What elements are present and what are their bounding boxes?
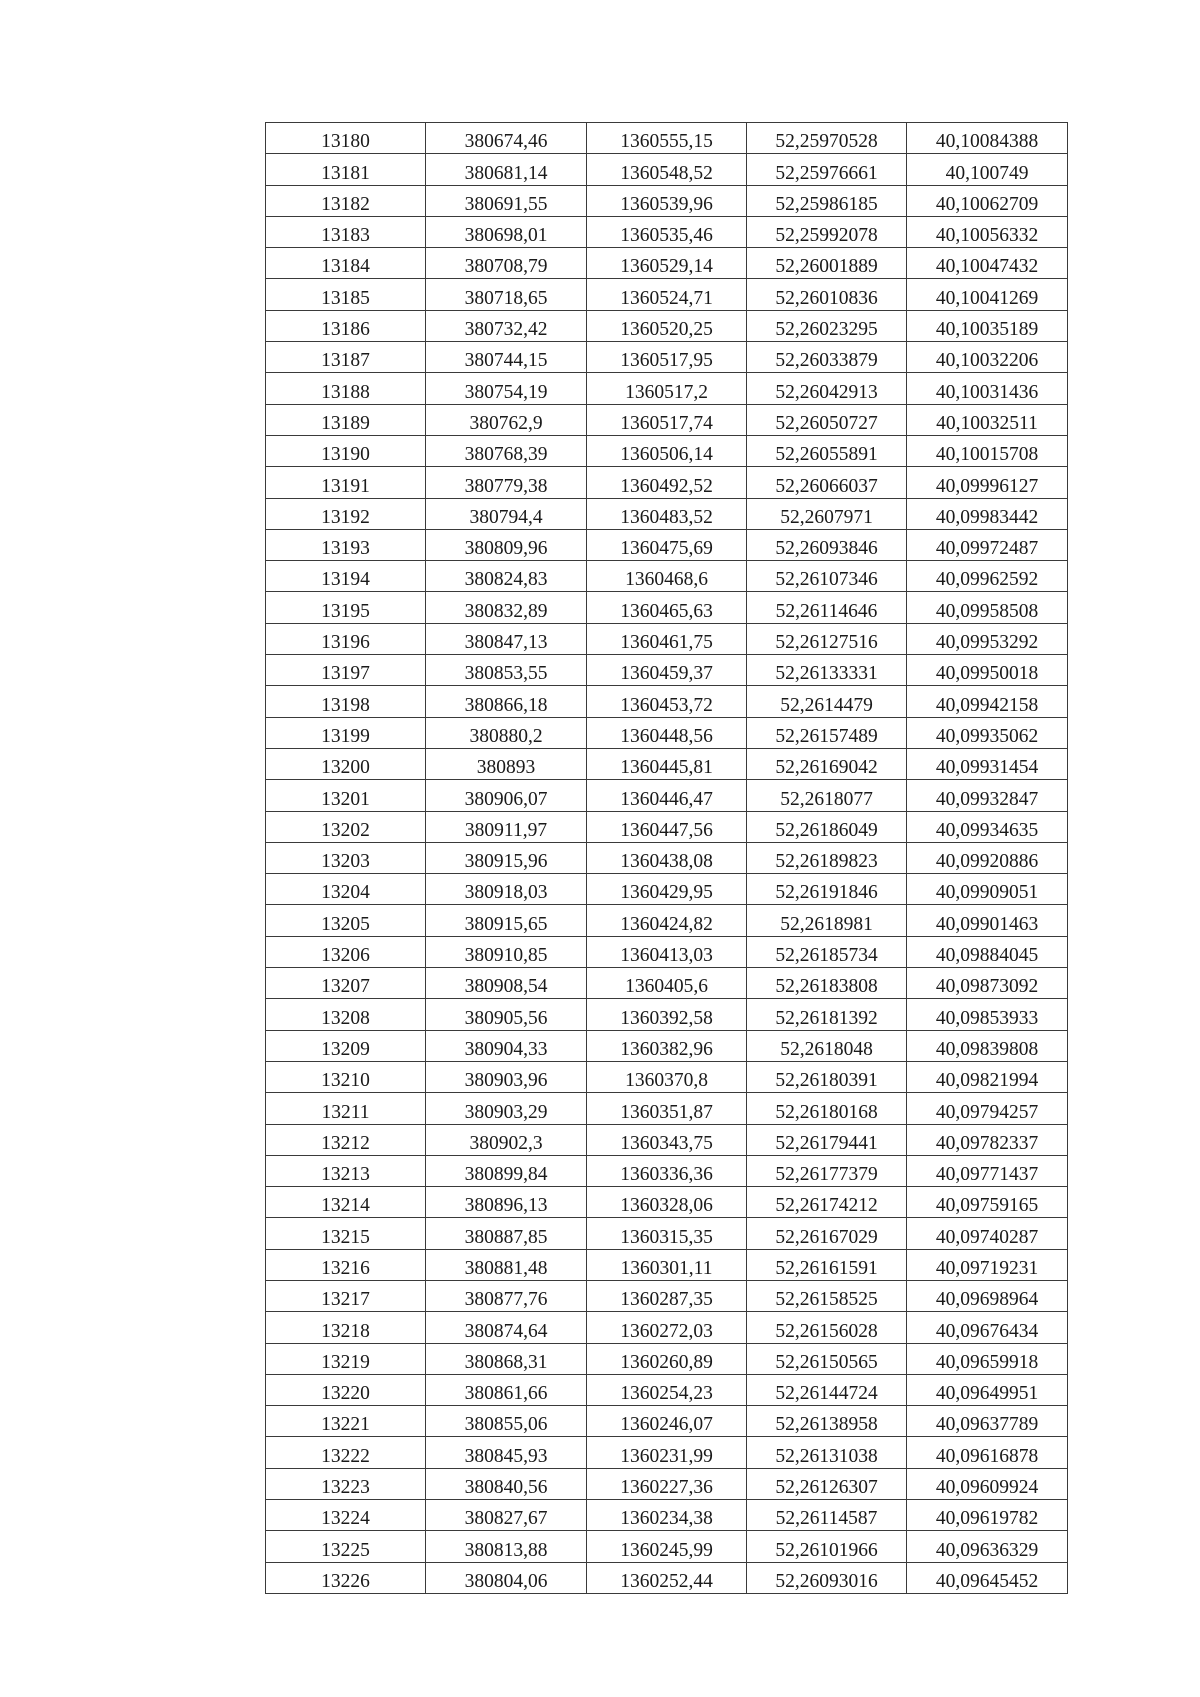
y-coordinate-cell: 1360234,38 (587, 1500, 747, 1531)
table-row (266, 1187, 1068, 1218)
x-coordinate-cell: 380899,84 (426, 1155, 587, 1186)
latitude-cell: 52,26174212 (747, 1187, 907, 1218)
point-number-cell: 13182 (266, 185, 426, 216)
longitude-cell: 40,10015708 (907, 435, 1068, 466)
x-coordinate-cell: 380868,31 (426, 1343, 587, 1374)
table-row (266, 1218, 1068, 1249)
table-row (266, 1312, 1068, 1343)
x-coordinate-cell: 380681,14 (426, 154, 587, 185)
x-coordinate-cell: 380908,54 (426, 968, 587, 999)
x-coordinate-cell: 380824,83 (426, 561, 587, 592)
x-coordinate-cell: 380809,96 (426, 529, 587, 560)
x-coordinate-cell: 380904,33 (426, 1030, 587, 1061)
point-number-cell: 13190 (266, 435, 426, 466)
y-coordinate-cell: 1360392,58 (587, 999, 747, 1030)
longitude-cell: 40,09619782 (907, 1500, 1068, 1531)
longitude-cell: 40,100749 (907, 154, 1068, 185)
longitude-cell: 40,10031436 (907, 373, 1068, 404)
table-row (266, 185, 1068, 216)
table-row (266, 310, 1068, 341)
point-number-cell: 13196 (266, 623, 426, 654)
latitude-cell: 52,26023295 (747, 310, 907, 341)
table-row (266, 561, 1068, 592)
point-number-cell: 13185 (266, 279, 426, 310)
latitude-cell: 52,26191846 (747, 874, 907, 905)
y-coordinate-cell: 1360328,06 (587, 1187, 747, 1218)
x-coordinate-cell: 380698,01 (426, 216, 587, 247)
y-coordinate-cell: 1360453,72 (587, 686, 747, 717)
x-coordinate-cell: 380708,79 (426, 248, 587, 279)
y-coordinate-cell: 1360438,08 (587, 842, 747, 873)
table-row (266, 435, 1068, 466)
latitude-cell: 52,2614479 (747, 686, 907, 717)
x-coordinate-cell: 380874,64 (426, 1312, 587, 1343)
table-row (266, 748, 1068, 779)
x-coordinate-cell: 380896,13 (426, 1187, 587, 1218)
longitude-cell: 40,09853933 (907, 999, 1068, 1030)
latitude-cell: 52,26144724 (747, 1374, 907, 1405)
y-coordinate-cell: 1360465,63 (587, 592, 747, 623)
latitude-cell: 52,25992078 (747, 216, 907, 247)
longitude-cell: 40,09637789 (907, 1406, 1068, 1437)
latitude-cell: 52,26169042 (747, 748, 907, 779)
table-row (266, 999, 1068, 1030)
point-number-cell: 13183 (266, 216, 426, 247)
longitude-cell: 40,10032511 (907, 404, 1068, 435)
longitude-cell: 40,09659918 (907, 1343, 1068, 1374)
longitude-cell: 40,09698964 (907, 1280, 1068, 1311)
point-number-cell: 13222 (266, 1437, 426, 1468)
table-row (266, 780, 1068, 811)
latitude-cell: 52,26001889 (747, 248, 907, 279)
y-coordinate-cell: 1360517,74 (587, 404, 747, 435)
point-number-cell: 13219 (266, 1343, 426, 1374)
x-coordinate-cell: 380903,29 (426, 1093, 587, 1124)
point-number-cell: 13216 (266, 1249, 426, 1280)
y-coordinate-cell: 1360424,82 (587, 905, 747, 936)
latitude-cell: 52,2607971 (747, 498, 907, 529)
latitude-cell: 52,26179441 (747, 1124, 907, 1155)
x-coordinate-cell: 380915,96 (426, 842, 587, 873)
point-number-cell: 13199 (266, 717, 426, 748)
latitude-cell: 52,2618981 (747, 905, 907, 936)
latitude-cell: 52,26093016 (747, 1562, 907, 1593)
y-coordinate-cell: 1360315,35 (587, 1218, 747, 1249)
y-coordinate-cell: 1360520,25 (587, 310, 747, 341)
latitude-cell: 52,26042913 (747, 373, 907, 404)
point-number-cell: 13208 (266, 999, 426, 1030)
x-coordinate-cell: 380847,13 (426, 623, 587, 654)
longitude-cell: 40,09782337 (907, 1124, 1068, 1155)
longitude-cell: 40,09996127 (907, 467, 1068, 498)
longitude-cell: 40,10041269 (907, 279, 1068, 310)
longitude-cell: 40,09794257 (907, 1093, 1068, 1124)
point-number-cell: 13195 (266, 592, 426, 623)
point-number-cell: 13210 (266, 1061, 426, 1092)
y-coordinate-cell: 1360245,99 (587, 1531, 747, 1562)
latitude-cell: 52,26138958 (747, 1406, 907, 1437)
point-number-cell: 13188 (266, 373, 426, 404)
table-row (266, 592, 1068, 623)
table-row (266, 373, 1068, 404)
longitude-cell: 40,09972487 (907, 529, 1068, 560)
x-coordinate-cell: 380866,18 (426, 686, 587, 717)
point-number-cell: 13226 (266, 1562, 426, 1593)
longitude-cell: 40,09821994 (907, 1061, 1068, 1092)
table-row (266, 498, 1068, 529)
y-coordinate-cell: 1360254,23 (587, 1374, 747, 1405)
x-coordinate-cell: 380794,4 (426, 498, 587, 529)
table-row (266, 874, 1068, 905)
coordinate-table (265, 122, 1068, 1594)
y-coordinate-cell: 1360382,96 (587, 1030, 747, 1061)
longitude-cell: 40,09931454 (907, 748, 1068, 779)
latitude-cell: 52,25970528 (747, 123, 907, 154)
longitude-cell: 40,09884045 (907, 936, 1068, 967)
latitude-cell: 52,26107346 (747, 561, 907, 592)
point-number-cell: 13215 (266, 1218, 426, 1249)
y-coordinate-cell: 1360517,2 (587, 373, 747, 404)
point-number-cell: 13224 (266, 1500, 426, 1531)
point-number-cell: 13192 (266, 498, 426, 529)
longitude-cell: 40,09983442 (907, 498, 1068, 529)
x-coordinate-cell: 380905,56 (426, 999, 587, 1030)
latitude-cell: 52,26157489 (747, 717, 907, 748)
longitude-cell: 40,09942158 (907, 686, 1068, 717)
y-coordinate-cell: 1360445,81 (587, 748, 747, 779)
y-coordinate-cell: 1360448,56 (587, 717, 747, 748)
latitude-cell: 52,26093846 (747, 529, 907, 560)
latitude-cell: 52,26055891 (747, 435, 907, 466)
x-coordinate-cell: 380887,85 (426, 1218, 587, 1249)
latitude-cell: 52,26158525 (747, 1280, 907, 1311)
point-number-cell: 13186 (266, 310, 426, 341)
y-coordinate-cell: 1360447,56 (587, 811, 747, 842)
table-row (266, 936, 1068, 967)
longitude-cell: 40,09609924 (907, 1468, 1068, 1499)
x-coordinate-cell: 380915,65 (426, 905, 587, 936)
table-row (266, 1500, 1068, 1531)
y-coordinate-cell: 1360524,71 (587, 279, 747, 310)
point-number-cell: 13206 (266, 936, 426, 967)
y-coordinate-cell: 1360246,07 (587, 1406, 747, 1437)
point-number-cell: 13207 (266, 968, 426, 999)
latitude-cell: 52,25986185 (747, 185, 907, 216)
table-row (266, 968, 1068, 999)
point-number-cell: 13214 (266, 1187, 426, 1218)
point-number-cell: 13193 (266, 529, 426, 560)
x-coordinate-cell: 380861,66 (426, 1374, 587, 1405)
y-coordinate-cell: 1360539,96 (587, 185, 747, 216)
table-row (266, 1093, 1068, 1124)
y-coordinate-cell: 1360351,87 (587, 1093, 747, 1124)
table-row (266, 1030, 1068, 1061)
point-number-cell: 13198 (266, 686, 426, 717)
x-coordinate-cell: 380674,46 (426, 123, 587, 154)
table-row (266, 905, 1068, 936)
y-coordinate-cell: 1360529,14 (587, 248, 747, 279)
x-coordinate-cell: 380840,56 (426, 1468, 587, 1499)
table-row (266, 686, 1068, 717)
latitude-cell: 52,26180391 (747, 1061, 907, 1092)
longitude-cell: 40,10032206 (907, 342, 1068, 373)
table-row (266, 811, 1068, 842)
longitude-cell: 40,10056332 (907, 216, 1068, 247)
latitude-cell: 52,26161591 (747, 1249, 907, 1280)
x-coordinate-cell: 380813,88 (426, 1531, 587, 1562)
y-coordinate-cell: 1360336,36 (587, 1155, 747, 1186)
x-coordinate-cell: 380893 (426, 748, 587, 779)
table-row (266, 248, 1068, 279)
y-coordinate-cell: 1360287,35 (587, 1280, 747, 1311)
point-number-cell: 13202 (266, 811, 426, 842)
x-coordinate-cell: 380877,76 (426, 1280, 587, 1311)
longitude-cell: 40,09616878 (907, 1437, 1068, 1468)
x-coordinate-cell: 380754,19 (426, 373, 587, 404)
x-coordinate-cell: 380910,85 (426, 936, 587, 967)
longitude-cell: 40,09771437 (907, 1155, 1068, 1186)
table-row (266, 1531, 1068, 1562)
y-coordinate-cell: 1360446,47 (587, 780, 747, 811)
point-number-cell: 13200 (266, 748, 426, 779)
latitude-cell: 52,26131038 (747, 1437, 907, 1468)
table-row (266, 1437, 1068, 1468)
longitude-cell: 40,09932847 (907, 780, 1068, 811)
latitude-cell: 52,26126307 (747, 1468, 907, 1499)
x-coordinate-cell: 380880,2 (426, 717, 587, 748)
coordinate-table-body (266, 123, 1068, 1594)
y-coordinate-cell: 1360260,89 (587, 1343, 747, 1374)
x-coordinate-cell: 380744,15 (426, 342, 587, 373)
table-row (266, 1249, 1068, 1280)
x-coordinate-cell: 380881,48 (426, 1249, 587, 1280)
x-coordinate-cell: 380845,93 (426, 1437, 587, 1468)
longitude-cell: 40,09676434 (907, 1312, 1068, 1343)
latitude-cell: 52,26101966 (747, 1531, 907, 1562)
table-row (266, 404, 1068, 435)
table-row (266, 342, 1068, 373)
longitude-cell: 40,09759165 (907, 1187, 1068, 1218)
table-row (266, 842, 1068, 873)
longitude-cell: 40,09934635 (907, 811, 1068, 842)
y-coordinate-cell: 1360506,14 (587, 435, 747, 466)
point-number-cell: 13184 (266, 248, 426, 279)
y-coordinate-cell: 1360252,44 (587, 1562, 747, 1593)
x-coordinate-cell: 380768,39 (426, 435, 587, 466)
y-coordinate-cell: 1360517,95 (587, 342, 747, 373)
longitude-cell: 40,09958508 (907, 592, 1068, 623)
x-coordinate-cell: 380832,89 (426, 592, 587, 623)
point-number-cell: 13201 (266, 780, 426, 811)
x-coordinate-cell: 380779,38 (426, 467, 587, 498)
latitude-cell: 52,26189823 (747, 842, 907, 873)
point-number-cell: 13204 (266, 874, 426, 905)
y-coordinate-cell: 1360429,95 (587, 874, 747, 905)
longitude-cell: 40,10035189 (907, 310, 1068, 341)
longitude-cell: 40,09901463 (907, 905, 1068, 936)
point-number-cell: 13191 (266, 467, 426, 498)
latitude-cell: 52,26114587 (747, 1500, 907, 1531)
longitude-cell: 40,10062709 (907, 185, 1068, 216)
latitude-cell: 52,26180168 (747, 1093, 907, 1124)
y-coordinate-cell: 1360227,36 (587, 1468, 747, 1499)
latitude-cell: 52,26177379 (747, 1155, 907, 1186)
y-coordinate-cell: 1360272,03 (587, 1312, 747, 1343)
latitude-cell: 52,26150565 (747, 1343, 907, 1374)
y-coordinate-cell: 1360555,15 (587, 123, 747, 154)
table-row (266, 123, 1068, 154)
table-row (266, 1374, 1068, 1405)
latitude-cell: 52,26033879 (747, 342, 907, 373)
longitude-cell: 40,09636329 (907, 1531, 1068, 1562)
x-coordinate-cell: 380903,96 (426, 1061, 587, 1092)
table-row (266, 623, 1068, 654)
longitude-cell: 40,09649951 (907, 1374, 1068, 1405)
longitude-cell: 40,09950018 (907, 655, 1068, 686)
y-coordinate-cell: 1360231,99 (587, 1437, 747, 1468)
x-coordinate-cell: 380718,65 (426, 279, 587, 310)
longitude-cell: 40,09740287 (907, 1218, 1068, 1249)
latitude-cell: 52,26183808 (747, 968, 907, 999)
latitude-cell: 52,26114646 (747, 592, 907, 623)
point-number-cell: 13181 (266, 154, 426, 185)
longitude-cell: 40,09962592 (907, 561, 1068, 592)
latitude-cell: 52,26181392 (747, 999, 907, 1030)
point-number-cell: 13189 (266, 404, 426, 435)
point-number-cell: 13212 (266, 1124, 426, 1155)
point-number-cell: 13209 (266, 1030, 426, 1061)
latitude-cell: 52,26156028 (747, 1312, 907, 1343)
longitude-cell: 40,10047432 (907, 248, 1068, 279)
table-row (266, 279, 1068, 310)
x-coordinate-cell: 380732,42 (426, 310, 587, 341)
longitude-cell: 40,09935062 (907, 717, 1068, 748)
point-number-cell: 13194 (266, 561, 426, 592)
y-coordinate-cell: 1360301,11 (587, 1249, 747, 1280)
table-row (266, 1562, 1068, 1593)
point-number-cell: 13203 (266, 842, 426, 873)
table-row (266, 1468, 1068, 1499)
y-coordinate-cell: 1360492,52 (587, 467, 747, 498)
table-row (266, 717, 1068, 748)
y-coordinate-cell: 1360468,6 (587, 561, 747, 592)
point-number-cell: 13197 (266, 655, 426, 686)
latitude-cell: 52,26133331 (747, 655, 907, 686)
table-row (266, 1280, 1068, 1311)
table-row (266, 467, 1068, 498)
x-coordinate-cell: 380902,3 (426, 1124, 587, 1155)
y-coordinate-cell: 1360370,8 (587, 1061, 747, 1092)
latitude-cell: 52,26186049 (747, 811, 907, 842)
table-row (266, 1061, 1068, 1092)
latitude-cell: 52,26010836 (747, 279, 907, 310)
y-coordinate-cell: 1360413,03 (587, 936, 747, 967)
latitude-cell: 52,26167029 (747, 1218, 907, 1249)
x-coordinate-cell: 380911,97 (426, 811, 587, 842)
longitude-cell: 40,09909051 (907, 874, 1068, 905)
latitude-cell: 52,2618077 (747, 780, 907, 811)
x-coordinate-cell: 380762,9 (426, 404, 587, 435)
point-number-cell: 13218 (266, 1312, 426, 1343)
x-coordinate-cell: 380906,07 (426, 780, 587, 811)
x-coordinate-cell: 380691,55 (426, 185, 587, 216)
point-number-cell: 13220 (266, 1374, 426, 1405)
longitude-cell: 40,09920886 (907, 842, 1068, 873)
longitude-cell: 40,09719231 (907, 1249, 1068, 1280)
latitude-cell: 52,26127516 (747, 623, 907, 654)
point-number-cell: 13187 (266, 342, 426, 373)
x-coordinate-cell: 380918,03 (426, 874, 587, 905)
y-coordinate-cell: 1360459,37 (587, 655, 747, 686)
y-coordinate-cell: 1360343,75 (587, 1124, 747, 1155)
latitude-cell: 52,25976661 (747, 154, 907, 185)
table-row (266, 1155, 1068, 1186)
point-number-cell: 13221 (266, 1406, 426, 1437)
point-number-cell: 13213 (266, 1155, 426, 1186)
point-number-cell: 13225 (266, 1531, 426, 1562)
point-number-cell: 13180 (266, 123, 426, 154)
table-row (266, 1343, 1068, 1374)
point-number-cell: 13205 (266, 905, 426, 936)
longitude-cell: 40,09645452 (907, 1562, 1068, 1593)
y-coordinate-cell: 1360548,52 (587, 154, 747, 185)
x-coordinate-cell: 380827,67 (426, 1500, 587, 1531)
y-coordinate-cell: 1360461,75 (587, 623, 747, 654)
table-row (266, 216, 1068, 247)
y-coordinate-cell: 1360475,69 (587, 529, 747, 560)
latitude-cell: 52,26185734 (747, 936, 907, 967)
longitude-cell: 40,09953292 (907, 623, 1068, 654)
point-number-cell: 13217 (266, 1280, 426, 1311)
latitude-cell: 52,26066037 (747, 467, 907, 498)
y-coordinate-cell: 1360405,6 (587, 968, 747, 999)
table-row (266, 154, 1068, 185)
y-coordinate-cell: 1360483,52 (587, 498, 747, 529)
longitude-cell: 40,09839808 (907, 1030, 1068, 1061)
table-row (266, 1406, 1068, 1437)
latitude-cell: 52,26050727 (747, 404, 907, 435)
longitude-cell: 40,09873092 (907, 968, 1068, 999)
x-coordinate-cell: 380855,06 (426, 1406, 587, 1437)
x-coordinate-cell: 380853,55 (426, 655, 587, 686)
table-row (266, 655, 1068, 686)
latitude-cell: 52,2618048 (747, 1030, 907, 1061)
table-row (266, 529, 1068, 560)
table-row (266, 1124, 1068, 1155)
y-coordinate-cell: 1360535,46 (587, 216, 747, 247)
point-number-cell: 13223 (266, 1468, 426, 1499)
point-number-cell: 13211 (266, 1093, 426, 1124)
longitude-cell: 40,10084388 (907, 123, 1068, 154)
x-coordinate-cell: 380804,06 (426, 1562, 587, 1593)
